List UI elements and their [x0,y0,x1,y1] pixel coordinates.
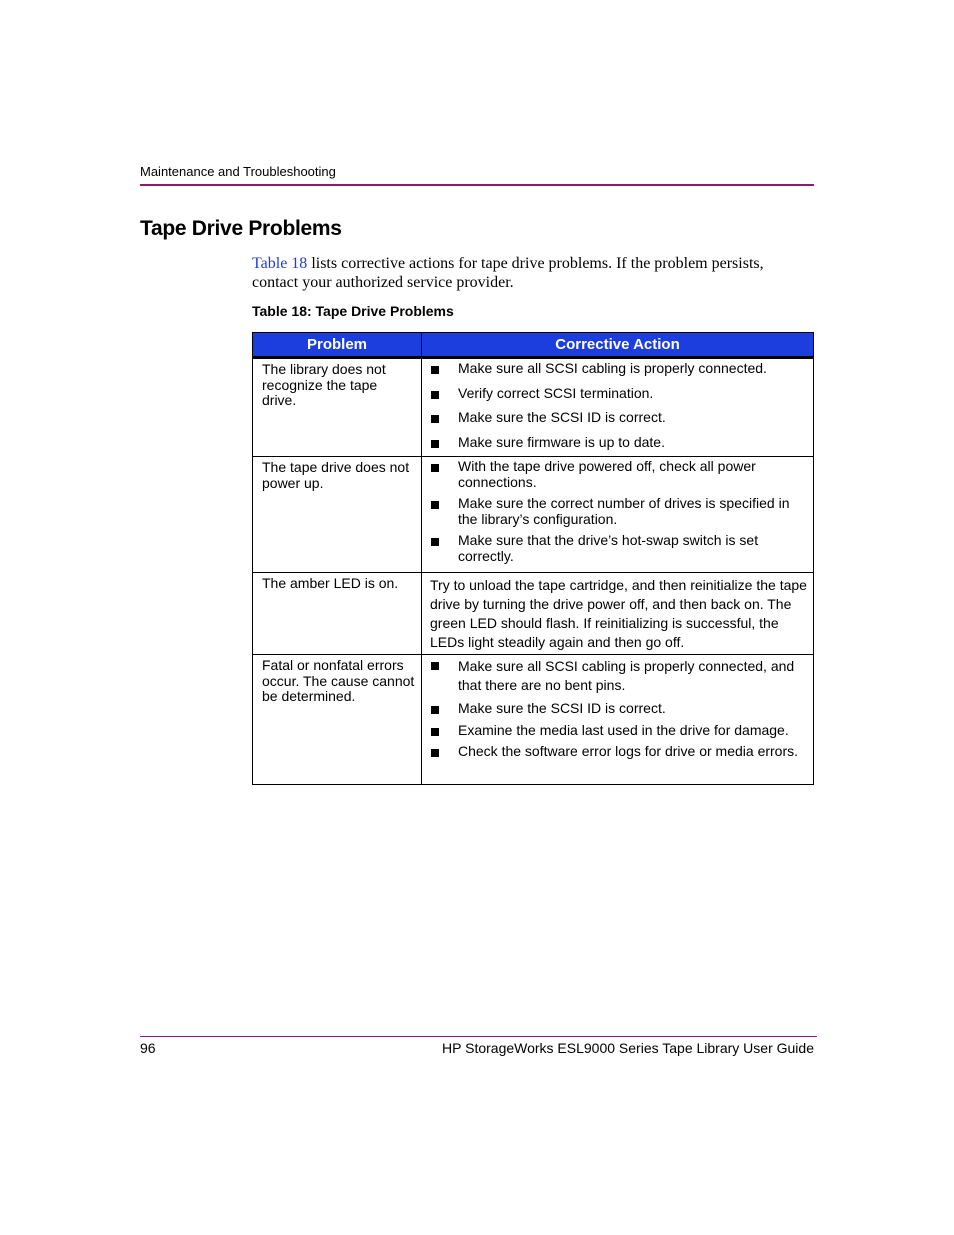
list-item [430,657,807,695]
square-bullet-icon [431,391,439,399]
list-item [430,701,807,717]
problem-cell [253,573,422,655]
list-item [430,744,807,760]
footer-rule [140,1036,817,1037]
problem-text: The tape drive does not power up. [262,459,410,491]
table-header-row [253,333,814,358]
list-item [430,361,807,377]
action-cell [422,655,814,785]
action-text: Verify correct SCSI termination. [458,384,654,401]
intro-text: lists corrective actions for tape drive problems. If the problem persists, contact your authorized service provider. [252,255,764,291]
table-row [253,457,814,573]
list-item [430,459,807,490]
square-bullet-icon [431,728,439,736]
intro-paragraph [252,255,812,292]
list-item [430,410,807,426]
table-caption: Table 18: Tape Drive Problems [252,303,454,319]
list-item [430,496,807,527]
table-row [253,573,814,655]
square-bullet-icon [431,706,439,714]
action-list [422,457,813,564]
header-rule [140,184,814,186]
section-title: Tape Drive Problems [140,217,342,240]
action-text: With the tape drive powered off, check all power connections. [458,458,756,490]
action-text: Make sure the SCSI ID is correct. [458,700,666,716]
problem-cell [253,457,422,573]
problem-text: The library does not recognize the tape drive. [262,361,386,408]
square-bullet-icon [431,749,439,757]
table-row [253,655,814,785]
action-cell [422,573,814,655]
square-bullet-icon [431,538,439,546]
list-item [430,533,807,564]
list-item [430,723,807,739]
action-text: Check the software error logs for drive or media errors. [458,743,799,759]
action-list [422,655,813,760]
action-text: Make sure the correct number of drives is specified in the library’s configuration. [458,495,790,527]
list-item [430,386,807,402]
column-header-corrective-action: Corrective Action [422,333,814,358]
action-cell [422,358,814,457]
square-bullet-icon [431,415,439,423]
problem-cell [253,358,422,457]
list-item [430,435,807,451]
page-number: 96 [140,1040,156,1056]
running-header: Maintenance and Troubleshooting [140,164,336,179]
table-row [253,358,814,457]
square-bullet-icon [431,440,439,448]
table-18-link[interactable]: Table 18 [252,255,308,272]
action-text: Make sure all SCSI cabling is properly connected. [458,360,767,376]
action-cell [422,457,814,573]
action-text: Examine the media last used in the drive for damage. [458,721,789,738]
action-text: Make sure firmware is up to date. [458,433,665,450]
square-bullet-icon [431,662,439,670]
column-header-problem: Problem [253,333,422,358]
action-text: Make sure that the drive’s hot-swap switch is set correctly. [458,532,759,564]
square-bullet-icon [431,501,439,509]
problem-text: The amber LED is on. [262,575,399,591]
action-list [422,359,813,450]
problem-text: Fatal or nonfatal errors occur. The cause cannot be determined. [262,657,415,704]
action-text: Try to unload the tape cartridge, and then reinitialize the tape drive by turning the drive power off, and then back on. The green LED should flash. If reinitializing is successful, the LEDs light steadily again and then go off. [430,577,807,650]
footer-doc-title: HP StorageWorks ESL9000 Series Tape Library User Guide [442,1040,814,1056]
problem-cell [253,655,422,785]
square-bullet-icon [431,366,439,374]
square-bullet-icon [431,464,439,472]
action-text: Make sure the SCSI ID is correct. [458,409,666,425]
tape-drive-problems-table [252,332,814,785]
action-text: Make sure all SCSI cabling is properly connected, and that there are no bent pins. [458,658,795,693]
